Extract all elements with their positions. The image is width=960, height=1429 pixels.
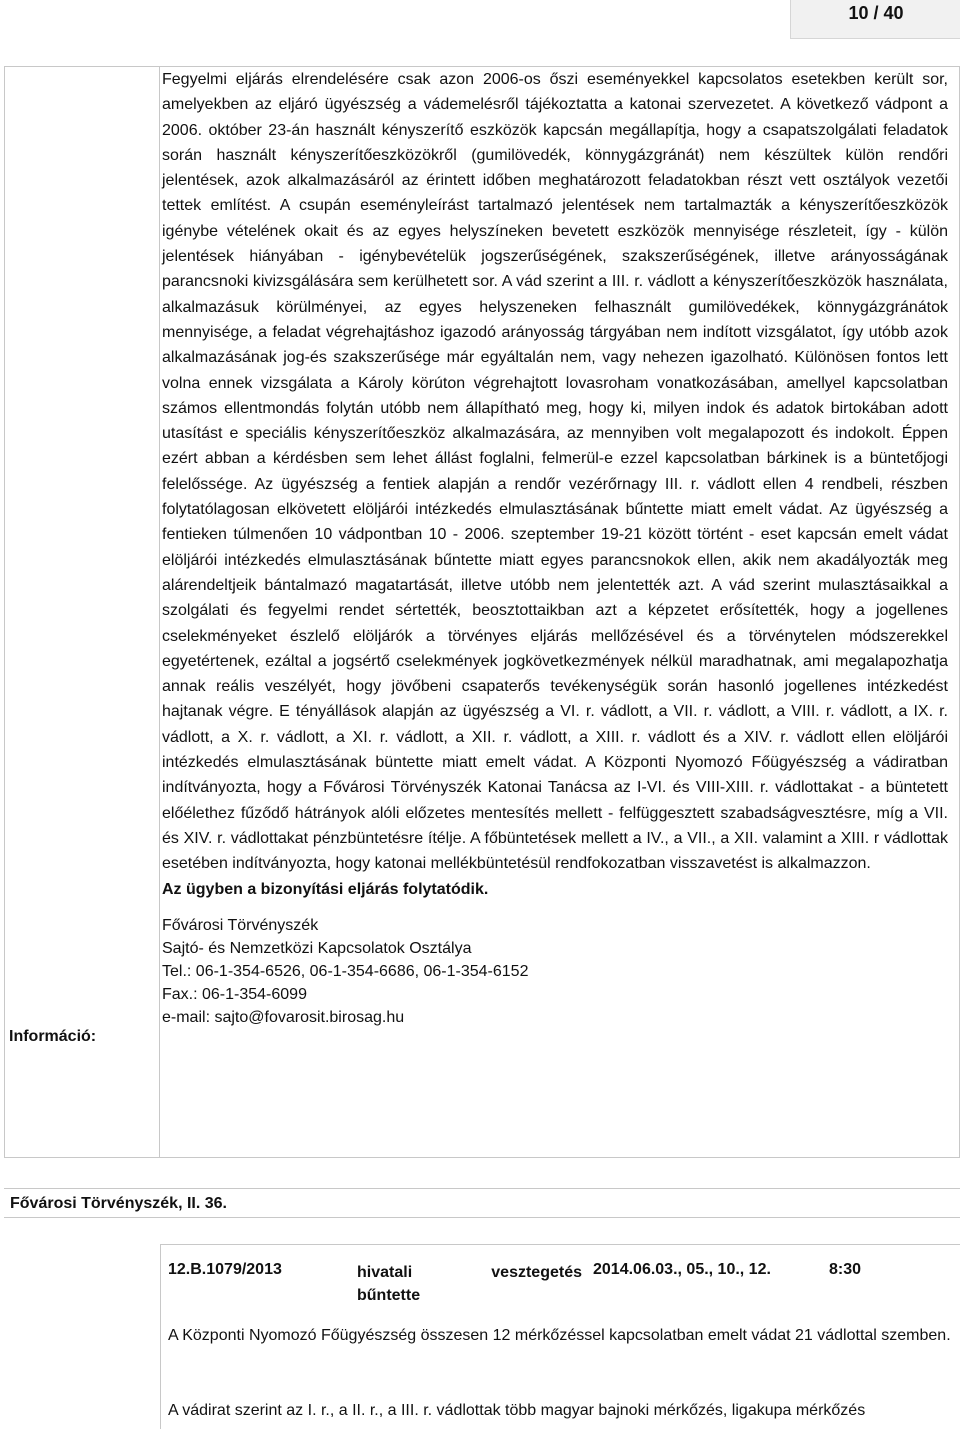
- case-type-line1: hivatali vesztegetés: [357, 1264, 582, 1281]
- case-id: 12.B.1079/2013: [168, 1261, 282, 1278]
- contact-tel: Tel.: 06-1-354-6526, 06-1-354-6686, 06-1-354-6152: [162, 962, 529, 980]
- case-time: 8:30: [829, 1261, 862, 1278]
- contact-dept: Sajtó- és Nemzetközi Kapcsolatok Osztálya: [162, 939, 472, 957]
- contact-block: [162, 914, 948, 1029]
- info-paragraph: Fegyelmi eljárás elrendelésére csak azon 2006-os őszi eseményekkel kapcsolatos esetekben került sor, amelyekben az eljáró ügyészség a vádemelésről tájékoztatta a katonai szervezetet. A következő vádpont a 2006. október 23-án használt kényszerítő eszközök kapcsán megállapítja, hogy a csapatszolgálati feladatok során használt kényszerítőeszközökről (gumilövedék, könnygázgránát) nem készültek külön rendőri jelentések, azok alkalmazásáról az érintett időben meghatározott feladatokban részt vett osztályok vezetői tettek említést. A csupán eseményleírást tartalmazó jelentések nem tartalmazták a kényszerítőeszközök igénybe vételének okait és az egyes helyszíneken bevetett eszközök mennyisége részleteit, így - külön jelentések hiányában - igénybevételük jogszerűségének, szakszerűségének, illetve arányosságának parancsnoki kivizsgálására sem kerülhetett sor. A vád szerint a III. r. vádlott a kényszerítőeszközök használata, alkalmazásuk körülményei, az egyes helyszeneken felhasznált gumilövedékek, könnygázgránátok mennyisége, a feladat végrehajtáshoz igazodó arányosság tárgyában nem indított vizsgálatot, így utóbb azok alkalmazásának jog-és szakszerűsége már egyáltalán nem, vagy nehezen igazolható. Különösen fontos lett volna ennek vizsgálata a Károly körúton végrehajtott lovasroham vonatkozásában, amellyel kapcsolatban számos ellentmondás folytán utóbb nem állapítható meg, hogy ki, milyen indok és adatok birtokában adott utasítást e speciális kényszerítőeszköz alkalmazására, az mennyiben volt megalapozott és indokolt. Éppen ezért abban a kérdésben sem lehet állást foglalni, felmerül-e ezzel kapcsolatban bárkinek is a büntetőjogi felelőssége. Az ügyészség a fentiek alapján a rendőr vezérőrnagy III. r. vádlott ellen 4 rendbeli, részben folytatólagosan elkövetett elöljárói intézkedés elmulasztásának bűntette miatt emelt vádat. Az ügyészség a fentieken túlmenően 10 vádpontban 10 - 2006. szeptember 19-21 között történt - eset kapcsán emelt vádat elöljárói intézkedés elmulasztásának bűntette miatt egyes parancsnokok ellen, akik nem akadályozták meg alárendeltjeik bántalmazó magatartását, illetve utóbb nem jelentették azt. A vád szerint mulasztásaikkal a szolgálati és fegyelmi rendet sértették, beosztottaikban azt a képzetet erősítették, hogy a jogellenes cselekményeket észlelő elöljárók a törvényes eljárás mellőzésével és a törvénytelen módszerekkel egyetértenek, ezáltal a jogsértő cselekmények jogkövetkezmények nélkül maradhatnak, ami megalapozhatja annak reális veszélyét, hogy jövőbeni csapaterős tevékenységük során hasonló jogellenes intézkedést hajtanak végre. E tényállások alapján az ügyészség a VI. r. vádlott, a VII. r. vádlott, a VIII. r. vádlott, a IX. r. vádlott, a X. r. vádlott, a XI. r. vádlott, a XII. r. vádlott, a XIII. r. vádlott és a XIV. r. vádlott ellen elöljárói intézkedés elmulasztásának büntette miatt emelt vádat. A Központi Nyomozó Főügyészség a vádiratban indítványozta, hogy a Fővárosi Törvényszék Katonai Tanácsa az I-VI. és VIII-XIII. r. vádlottakat - a büntetett előélethez fűződő hátrányok alóli előzetes mentesítés mellett - felfüggesztett szabadságvesztésre, míg a VII. és XIV. r. vádlottakat pénzbüntetésre ítélje. A főbüntetések mellett a IV., a VII., a XII. valamint a XIII. r vádlottak esetében indítványozta, hogy katonai mellékbüntetésül rendfokozatban visszavetést is alkalmazzon.: [162, 71, 948, 873]
- contact-email[interactable]: e-mail: sajto@fovarosit.birosag.hu: [162, 1008, 405, 1026]
- contact-org: Fővárosi Törvényszék: [162, 916, 319, 934]
- contact-fax: Fax.: 06-1-354-6099: [162, 985, 307, 1003]
- page-number: 10 / 40: [790, 0, 960, 39]
- court-room-header: Fővárosi Törvényszék, II. 36.: [4, 1188, 960, 1218]
- case-box: [160, 1244, 960, 1429]
- case-description: A Központi Nyomozó Főügyészség összesen 12 mérkőzéssel kapcsolatban emelt vádat 21 vádlottal szemben.: [168, 1327, 951, 1344]
- case-type-line2: bűntette: [357, 1287, 421, 1304]
- case-row: [161, 1261, 960, 1311]
- info-content-cell: [160, 67, 960, 1158]
- info-bold-statement: Az ügyben a bizonyítási eljárás folytatódik.: [162, 880, 489, 898]
- case-dates: 2014.06.03., 05., 10., 12.: [593, 1261, 771, 1278]
- info-label: Információ:: [9, 1028, 97, 1045]
- info-label-cell: [5, 67, 160, 1158]
- info-table: [4, 66, 960, 1158]
- case-description-continued: A vádirat szerint az I. r., a II. r., a III. r. vádlottak több magyar bajnoki mérkőzés, ligakupa mérkőzés: [168, 1402, 866, 1419]
